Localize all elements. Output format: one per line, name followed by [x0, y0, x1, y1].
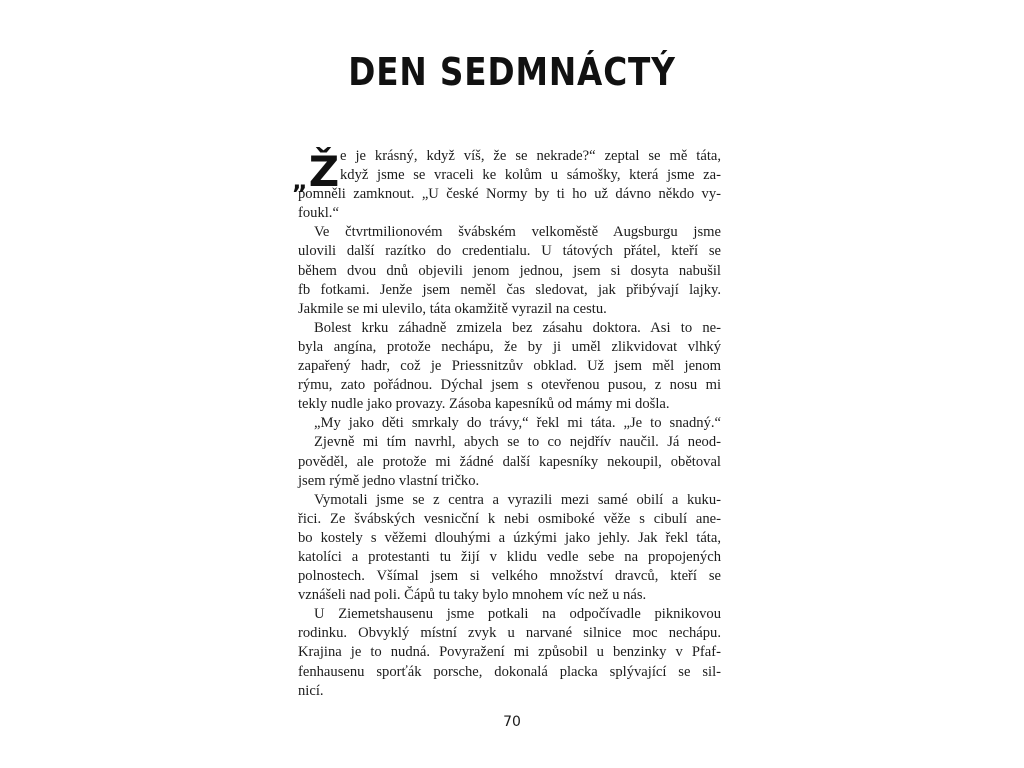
paragraph-line: byla angína, protože nechápu, že by ji uměl zlikvidovat vlhký	[298, 338, 721, 355]
paragraph-line: rýmu, zato pořádnou. Dýchal jsem s otevřenou pusou, z nosu mi	[298, 377, 721, 394]
paragraph-line: e je krásný, když víš, že se nekrade?“ zeptal se mě táta,	[340, 148, 721, 164]
paragraph-line: během dvou dnů objevili jenom jednou, jsem si dosyta nabušil	[298, 262, 721, 279]
paragraph-line: pověděl, ale protože mi žádné další kapesníky nekoupil, obětoval	[298, 453, 721, 470]
paragraph-line: řici. Ze švábských vesnicční k nebi osmiboké věže s cibulí ane-	[298, 510, 721, 527]
paragraph-line: nicí.	[298, 682, 324, 699]
paragraph-line: katolíci a protestanti tu žijí v klidu vedle sebe na propojených	[298, 548, 721, 565]
paragraph-line: rodinku. Obvyklý místní zvyk u narvané silnice moc nechápu.	[298, 625, 721, 642]
drop-cap-letter: Ž	[308, 147, 340, 196]
paragraph-line: bo kostely s věžemi dlouhými a úzkými jako jehly. Jak řekl táta,	[298, 529, 721, 546]
page-number: 70	[503, 714, 521, 730]
paragraph-line: fenhausenu sporťák porsche, dokonalá placka splývající se sil-	[298, 663, 721, 680]
paragraph-line: ulovili další razítko do credentialu. U tátových přátel, kteří se	[298, 243, 721, 260]
paragraph-line: tekly nudle jako provazy. Zásoba kapesníků od mámy mi došla.	[298, 396, 670, 413]
paragraph-line: vznášeli nad poli. Čápů tu taky bylo mnohem víc než u nás.	[298, 587, 647, 604]
paragraph-line: když jsme se vraceli ke kolům u sámošky, která jsme za-	[340, 167, 721, 184]
chapter-body	[292, 147, 721, 701]
paragraph-line: Bolest krku záhadně zmizela bez zásahu doktora. Asi to ne-	[314, 319, 721, 336]
paragraph-line: Zjevně mi tím navrhl, abych se to co nejdřív naučil. Já neod-	[314, 434, 721, 451]
paragraph-line: Vymotali jsme se z centra a vyrazili mezi samé obilí a kuku-	[314, 491, 721, 508]
paragraph-line: polnostech. Všímal jsem si velkého množství dravců, kteří se	[298, 568, 721, 585]
paragraph-line: foukl.“	[298, 205, 339, 222]
drop-cap-quote: „	[292, 167, 308, 195]
drop-cap	[292, 147, 340, 196]
paragraph-line: fb fotkami. Jenže jsem neměl čas sledovat, jak přibývají lajky.	[298, 281, 721, 298]
paragraph-line: Jakmile se mi ulevilo, táta okamžitě vyrazil na cestu.	[298, 300, 607, 317]
paragraph-line: jsem rýmě jedno vlastní tričko.	[298, 472, 480, 489]
paragraph-line: Krajina je to nudná. Povyražení mi způsobil u benzinky v Pfaf-	[298, 644, 721, 661]
paragraph-line: „My jako děti smrkaly do trávy,“ řekl mi táta. „Je to snadný.“	[314, 415, 721, 432]
paragraph-line: zapařený hadr, což je Priessnitzův obklad. Už jsem měl jenom	[298, 358, 721, 375]
paragraph-line: Ve čtvrtmilionovém švábském velkoměstě Augsburgu jsme	[314, 224, 721, 241]
chapter-title: DEN SEDMNÁCTÝ	[348, 50, 676, 94]
paragraph-line: U Ziemetshausenu jsme potkali na odpočívadle piknikovou	[314, 606, 721, 623]
paragraph-line: pomněli zamknout. „U české Normy by ti ho už dávno někdo vy-	[298, 186, 721, 203]
